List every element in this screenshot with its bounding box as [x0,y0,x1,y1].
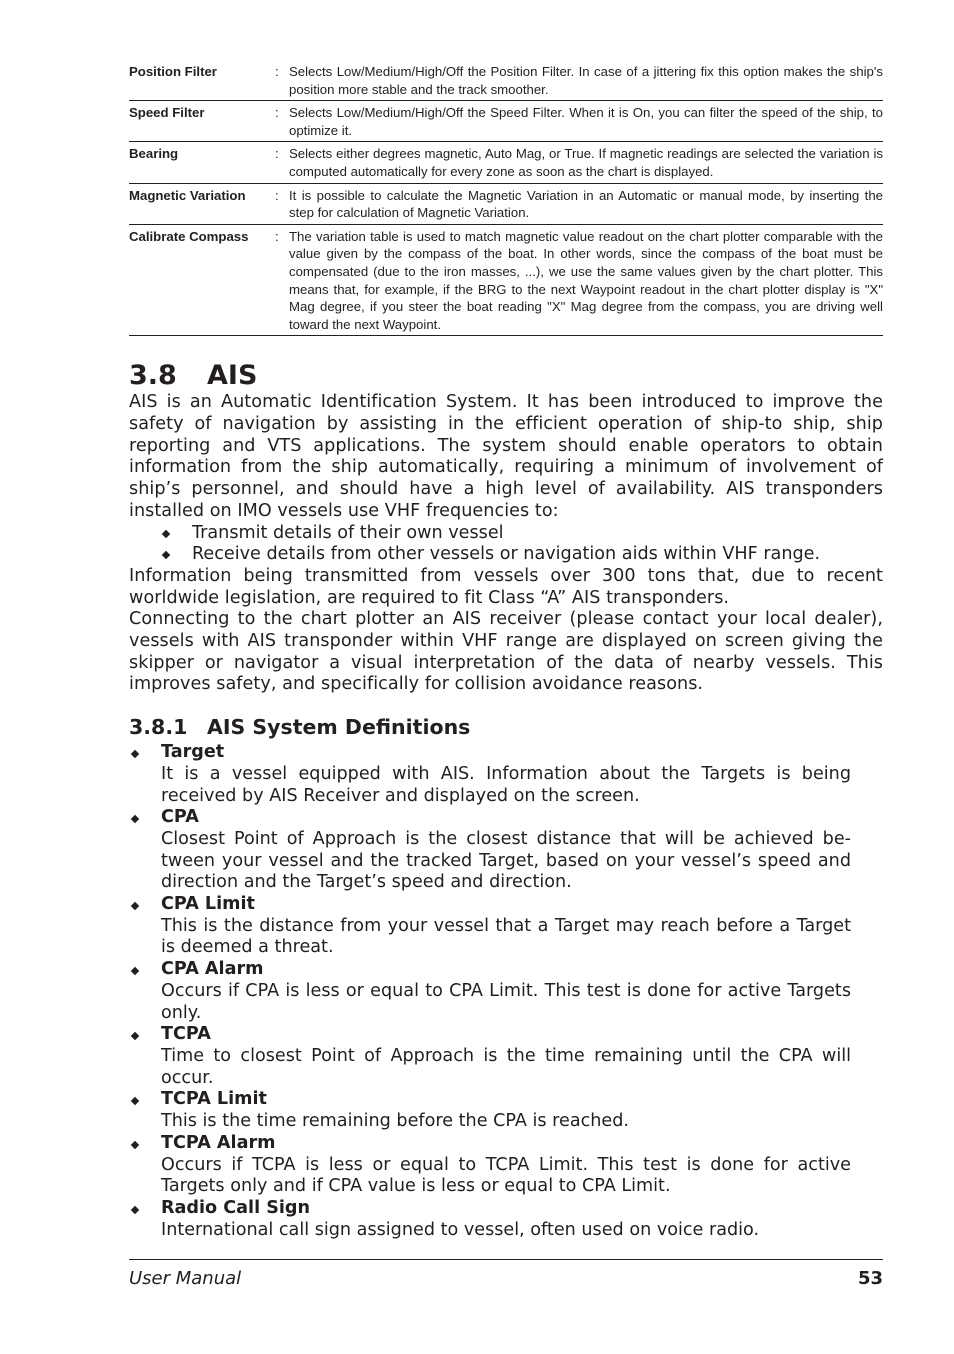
page-content [129,60,883,1241]
definition-term: TCPA Limit [161,1089,267,1110]
diamond-bullet-icon [131,967,139,975]
diamond-bullet-icon [131,1097,139,1105]
colon-separator: : [275,64,279,79]
definition-term: TCPA Alarm [161,1132,276,1153]
setting-term: Magnetic Variation [129,187,246,203]
definition-item [129,1198,851,1241]
paragraph: Information being transmitted from vessels over 300 tons that, due to recent worldwide legislation, are required to fit Class “A” AIS transponders. [129,565,883,608]
section-number: 3.8 [129,360,177,392]
definition-text: Occurs if TCPA is less or equal to TCPA Limit. This test is done for active Targets only and if CPA value is less or equal to CPA Limit. [161,1154,851,1197]
section-title: AIS [207,360,258,392]
definition-text: Time to closest Point of Approach is the time remaining until the CPA will occur. [161,1046,851,1088]
definition-term: CPA Limit [161,894,255,915]
diamond-bullet-icon [162,529,170,537]
colon-separator: : [275,146,279,162]
subsection-heading [129,714,883,740]
table-row [129,60,883,101]
definition-term: Target [161,742,225,763]
setting-term: Calibrate Compass [129,228,249,244]
definition-text: International call sign assigned to vessel, often used on voice radio. [161,1219,760,1240]
table-row [129,224,883,336]
paragraph: Connecting to the chart plotter an AIS receiver (please contact your local dealer), vessels with AIS transponder within VHF range are displayed on screen giving the skipper or navigator a visual interpretation of the data of nearby vessels. This improves safety, and specifically for collision avoidance reasons. [129,609,883,695]
definition-item [129,807,851,894]
table-row [129,101,883,142]
definition-term: CPA Alarm [161,959,264,980]
definition-text: This is the time remaining before the CPA is reached. [161,1111,630,1132]
setting-term: Bearing [129,146,179,162]
setting-term: Speed Filter [129,105,205,121]
definition-item [129,894,851,959]
definition-text: Closest Point of Approach is the closest distance that will be achieved be-tween your vessel and the tracked Target, based on your vessel’s speed and direction and the Target’s speed and direction. [161,828,851,893]
setting-description: Selects either degrees magnetic, Auto Mag, or True. If magnetic readings are selected the variation is computed automatically for every zone as soon as the chart is displayed. [289,146,883,179]
definition-text: This is the distance from your vessel that a Target may reach before a Target is deemed a threat. [161,915,851,958]
definitions-list [129,742,883,1241]
setting-description: The variation table is used to match magnetic value readout on the chart plotter comparable with the value given by the compass of the boat. In other words, since the compass of the boat must be compensated (due to the iron masses, ...), we use the same values given by the chart plotter. This means that, for example, if the BRG to the next Waypoint readout in the chart plotter display is "X" Mag degree, if you steer the boat reading "X" Mag degree from the compass, you are driving well toward the next Waypoint. [289,228,883,332]
definition-item [129,1024,851,1089]
setting-description: It is possible to calculate the Magnetic Variation in an Automatic or manual mode, by inserting the step for calculation of Magnetic Variation. [289,187,883,221]
diamond-bullet-icon [162,551,170,559]
definition-term: CPA [161,807,199,828]
setting-term: Position Filter [129,64,217,79]
setting-description: Selects Low/Medium/High/Off the Position Filter. In case of a jittering fix this option makes the ship's position more stable and the track smoother. [289,64,883,97]
list-item-text: Receive details from other vessels or navigation aids within VHF range. [192,544,821,565]
colon-separator: : [275,228,279,244]
colon-separator: : [275,187,279,203]
table-row [129,183,883,224]
settings-table [129,60,883,336]
subsection-number: 3.8.1 [129,715,188,740]
diamond-bullet-icon [131,1032,139,1040]
definition-term: TCPA [161,1024,211,1045]
list-item [163,544,883,566]
definition-item [129,959,851,1024]
page-number: 53 [857,1268,883,1289]
list-item-text: Transmit details of their own vessel [192,522,504,543]
definition-term: Radio Call Sign [161,1197,311,1218]
diamond-bullet-icon [131,902,139,910]
setting-description: Selects Low/Medium/High/Off the Speed Filter. When it is On, you can filter the speed of the ship, to optimize it. [289,105,883,138]
table-row [129,142,883,183]
diamond-bullet-icon [131,1206,139,1214]
definition-item [129,1133,851,1198]
diamond-bullet-icon [131,750,139,758]
definition-text: It is a vessel equipped with AIS. Information about the Targets is being received by AIS Receiver and displayed on the screen. [161,763,851,806]
bullet-list [129,523,883,566]
diamond-bullet-icon [131,815,139,823]
footer-divider [129,1259,883,1260]
definition-item [129,742,851,807]
intro-paragraph: AIS is an Automatic Identification System. It has been introduced to improve the safety of navigation by assisting in the efficient operation of ship-to ship, ship reporting and VTS applications. The system should enable operators to obtain information from the ship automatically, requiring a minimum of involvement of ship’s personnel, and should have a high level of availability. AIS transponders installed on IMO vessels use VHF frequencies to: [129,392,883,521]
colon-separator: : [275,105,279,121]
subsection-title: AIS System Definitions [207,715,471,740]
footer-title: User Manual [129,1268,242,1289]
definition-item [129,1089,851,1132]
diamond-bullet-icon [131,1141,139,1149]
list-item [163,523,883,545]
definition-text: Occurs if CPA is less or equal to CPA Limit. This test is done for active Targets only. [161,980,851,1023]
section-heading [129,360,883,392]
